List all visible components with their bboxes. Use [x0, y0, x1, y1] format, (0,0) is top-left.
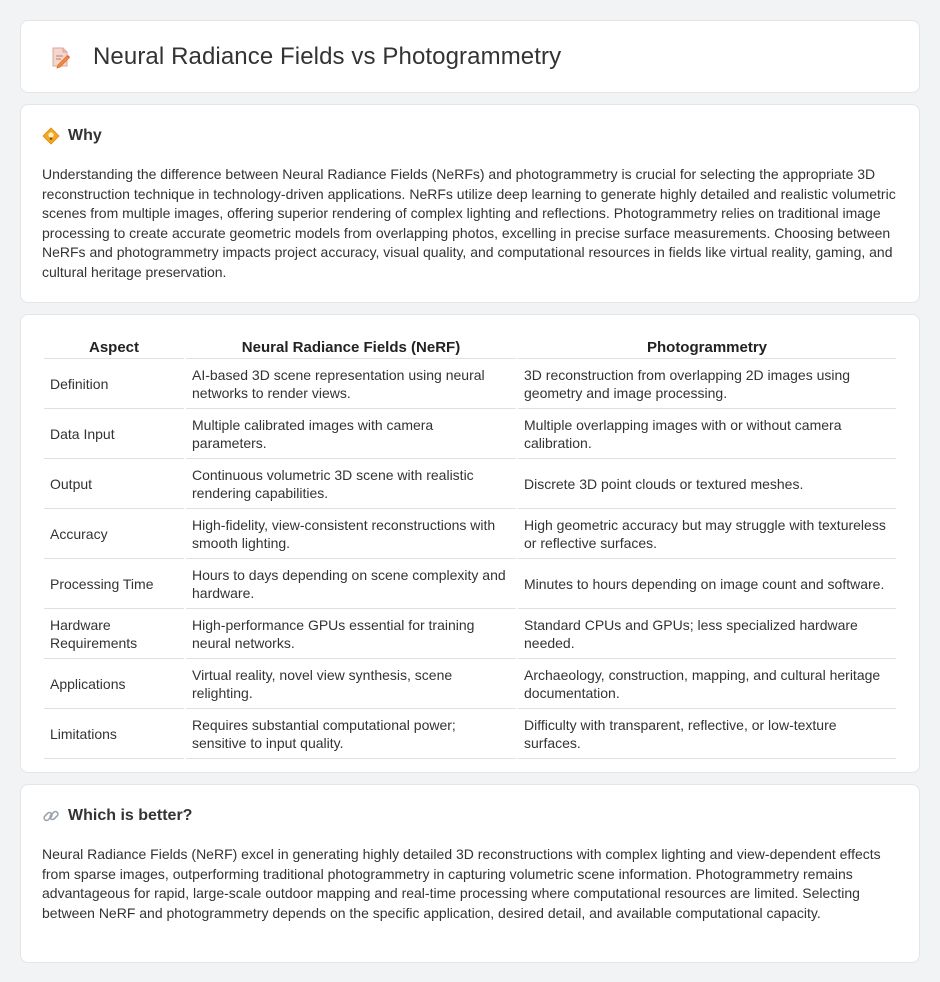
table-row	[44, 559, 896, 609]
aspect-cell: Limitations	[44, 709, 184, 759]
nerf-cell: High-performance GPUs essential for training neural networks.	[186, 609, 516, 659]
nerf-cell: High-fidelity, view-consistent reconstructions with smooth lighting.	[186, 509, 516, 559]
table-row	[44, 509, 896, 559]
nerf-cell: Hours to days depending on scene complexity and hardware.	[186, 559, 516, 609]
column-header-photogrammetry: Photogrammetry	[518, 335, 896, 359]
why-text: Understanding the difference between Neural Radiance Fields (NeRFs) and photogrammetry is crucial for selecting the appropriate 3D reconstruction technique in technology-driven applications. NeRFs utilize deep learning to generate highly detailed and realistic volumetric scenes from multiple images, offering superior rendering of complex lighting and reflections. Photogrammetry relies on traditional image processing to create accurate geometric models from overlapping photos, excelling in precise surface measurements. Choosing between NeRFs and photogrammetry impacts project accuracy, visual quality, and computational resources in fields like virtual reality, gaming, and cultural heritage preservation.	[42, 166, 896, 280]
comparison-table	[42, 335, 898, 759]
page-title: Neural Radiance Fields vs Photogrammetry	[93, 42, 562, 70]
table-row	[44, 359, 896, 409]
photogrammetry-cell: High geometric accuracy but may struggle with textureless or reflective surfaces.	[518, 509, 896, 559]
photogrammetry-cell: Discrete 3D point clouds or textured meshes.	[518, 459, 896, 509]
aspect-cell: Accuracy	[44, 509, 184, 559]
nerf-cell: Requires substantial computational power; sensitive to input quality.	[186, 709, 516, 759]
which-better-text: Neural Radiance Fields (NeRF) excel in generating highly detailed 3D reconstructions with complex lighting and view-dependent effects from sparse images, outperforming traditional photogrammetry in capturing volumetric scene information. Photogrammetry remains advantageous for rapid, large-scale outdoor mapping and real-time processing where computational resources are limited. Selecting between NeRF and photogrammetry depends on the specific application, desired detail, and available computational capacity.	[42, 846, 881, 921]
table-row	[44, 409, 896, 459]
which-better-heading-label: Which is better?	[68, 807, 193, 824]
aspect-cell: Applications	[44, 659, 184, 709]
column-header-nerf: Neural Radiance Fields (NeRF)	[186, 335, 516, 359]
why-section	[20, 104, 920, 303]
why-heading	[42, 127, 898, 145]
table-row	[44, 709, 896, 759]
nerf-cell: Virtual reality, novel view synthesis, scene relighting.	[186, 659, 516, 709]
table-row	[44, 659, 896, 709]
photogrammetry-cell: Difficulty with transparent, reflective, or low-texture surfaces.	[518, 709, 896, 759]
why-heading-label: Why	[68, 127, 102, 144]
table-row	[44, 609, 896, 659]
document-pencil-icon	[47, 44, 73, 70]
link-icon	[42, 807, 60, 825]
table-row	[44, 459, 896, 509]
aspect-cell: Output	[44, 459, 184, 509]
comparison-table-card	[20, 314, 920, 773]
photogrammetry-cell: Standard CPUs and GPUs; less specialized hardware needed.	[518, 609, 896, 659]
which-better-section	[20, 784, 920, 963]
which-better-heading	[42, 807, 898, 825]
photogrammetry-cell: Multiple overlapping images with or without camera calibration.	[518, 409, 896, 459]
table-header-row	[44, 335, 896, 359]
lightbulb-diamond-icon	[42, 127, 60, 145]
nerf-cell: AI-based 3D scene representation using neural networks to render views.	[186, 359, 516, 409]
aspect-cell: Definition	[44, 359, 184, 409]
aspect-cell: Processing Time	[44, 559, 184, 609]
aspect-cell: Data Input	[44, 409, 184, 459]
aspect-cell: Hardware Requirements	[44, 609, 184, 659]
nerf-cell: Multiple calibrated images with camera parameters.	[186, 409, 516, 459]
photogrammetry-cell: Minutes to hours depending on image count and software.	[518, 559, 896, 609]
nerf-cell: Continuous volumetric 3D scene with realistic rendering capabilities.	[186, 459, 516, 509]
column-header-aspect: Aspect	[44, 335, 184, 359]
header-card	[20, 20, 920, 93]
photogrammetry-cell: Archaeology, construction, mapping, and cultural heritage documentation.	[518, 659, 896, 709]
photogrammetry-cell: 3D reconstruction from overlapping 2D images using geometry and image processing.	[518, 359, 896, 409]
